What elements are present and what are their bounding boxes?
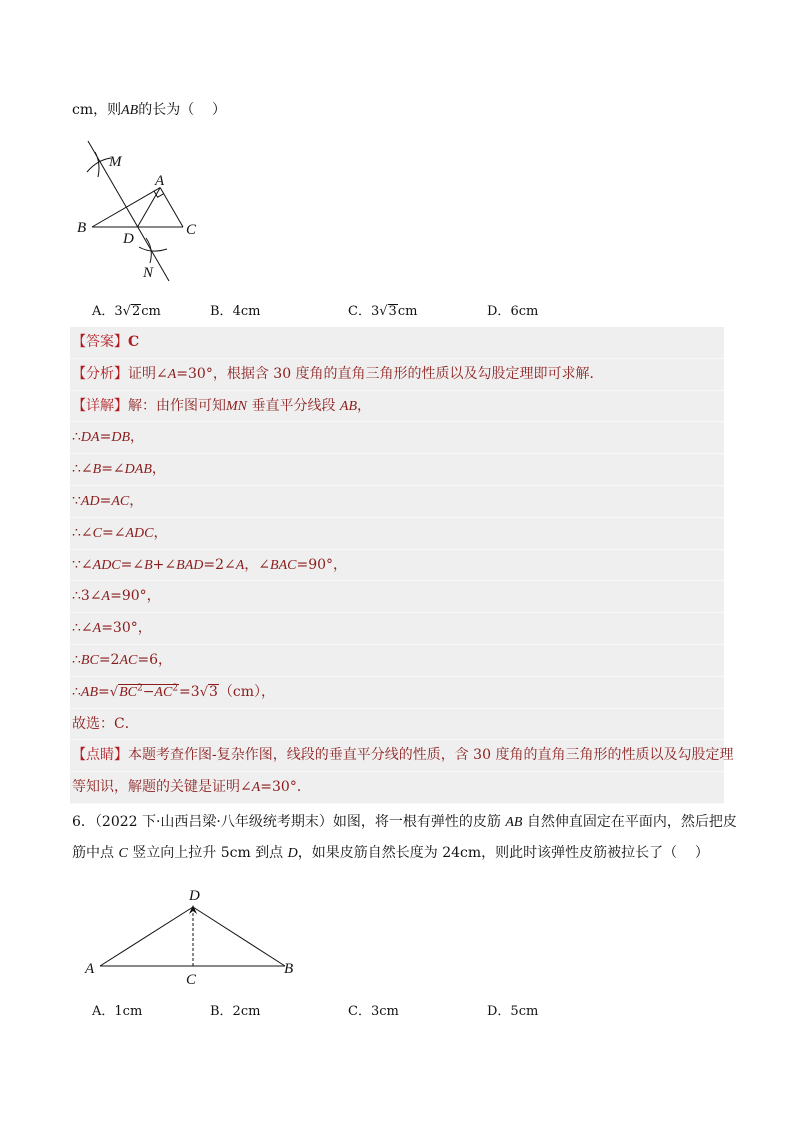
text-run: 等知识，解题的关键是证明∠ [72, 779, 252, 796]
option-unit: cm [397, 304, 418, 319]
option-text: 6cm [510, 304, 539, 319]
math-variable: BAD [176, 557, 204, 573]
exponent: 2 [172, 683, 179, 694]
figure-elastic-band [80, 880, 310, 990]
text-run: +∠ [152, 556, 177, 573]
math-variable: C [118, 846, 128, 861]
text-run: =∠ [120, 556, 145, 573]
math-variable: AC [154, 684, 173, 700]
text-run: − [142, 683, 155, 700]
math-variable: A [101, 589, 111, 605]
figure-perpendicular-bisector [70, 130, 210, 290]
segment-da [138, 188, 161, 227]
text-run: 证明∠ [128, 365, 168, 382]
text-run: =2 [98, 651, 120, 668]
text-run: =2∠ [203, 556, 236, 573]
answer-label: 【答案】 [72, 334, 128, 350]
text-run: 解：由作图可知 [128, 397, 226, 414]
math-variable: ADC [125, 525, 154, 541]
text-run: ∴ [72, 429, 81, 446]
text-run: ， [130, 429, 144, 446]
text-run: =3 [179, 683, 200, 700]
math-variable: AB [121, 103, 139, 118]
option-coef: 3 [370, 304, 380, 319]
option-a: A．1cm [92, 1004, 143, 1019]
text-run: ， [129, 492, 144, 509]
step-row [70, 550, 724, 582]
option-b: B．2cm [210, 1004, 261, 1019]
root-sign: √ [122, 304, 131, 319]
option-letter: C． [348, 304, 371, 319]
math-variable: A [167, 366, 177, 382]
step-row [70, 645, 724, 677]
line-mn [88, 141, 169, 281]
option-radicand: 2 [131, 304, 141, 319]
text-run: ∴3∠ [72, 588, 102, 605]
comment-text: 本题考查作图-复杂作图，线段的垂直平分线的性质，含 30 度角的直角三角形的性质以及勾股定理 [128, 747, 734, 764]
detail-text [128, 398, 371, 414]
label-d: D [123, 231, 134, 247]
step-row [70, 486, 724, 518]
step-row [70, 518, 724, 550]
question-5-stem-tail [72, 100, 226, 121]
label-c: C [186, 972, 197, 988]
detail-row [70, 391, 724, 423]
math-variable: A [92, 621, 102, 637]
text-run: 垂直平分线段 [247, 397, 340, 414]
text-run: =30°． [260, 779, 311, 796]
segment-db [193, 907, 285, 966]
math-variable: AB [339, 398, 358, 414]
text-run: ∵∠ [72, 556, 93, 573]
math-variable: ADC [92, 557, 121, 573]
radicand: 3 [208, 683, 218, 700]
option-d: D．5cm [487, 1004, 539, 1019]
math-variable: A [235, 557, 245, 573]
option-radicand: 3 [388, 304, 397, 319]
label-b: B [77, 220, 87, 236]
math-variable: AD [80, 493, 100, 509]
label-m: M [109, 154, 122, 170]
math-variable: AC [111, 493, 130, 509]
math-variable: DA [80, 430, 100, 446]
root-sign: √ [199, 684, 208, 700]
label-b: B [284, 961, 294, 977]
step-row [70, 454, 724, 486]
option-unit: cm [141, 304, 161, 319]
text-run: =90°， [110, 588, 161, 605]
math-variable: BC [119, 684, 137, 700]
math-variable: AB [80, 684, 99, 700]
text-run: =30°， [101, 620, 152, 637]
text-run: ∴∠ [72, 620, 93, 637]
option-a [92, 303, 161, 321]
text-run: 竖立向上拉升 5cm 到点 [127, 845, 288, 861]
question-6-stem-line-2 [72, 843, 709, 864]
text-run: （cm）， [218, 683, 276, 700]
option-letter: D． [487, 304, 511, 319]
comment-row-continued [70, 772, 724, 804]
text-run: = [99, 429, 112, 446]
option-b [210, 303, 260, 321]
math-variable: AC [119, 652, 138, 668]
text-run: = [98, 683, 110, 700]
text-run: 自然伸直固定在平面内，然后把皮 [522, 814, 737, 830]
text-run: ，如果皮筋自然长度为 24cm，则此时该弹性皮筋被拉长了（ ） [297, 845, 709, 861]
math-variable: BC [80, 652, 99, 668]
option-d [487, 303, 538, 321]
text-run: ∵ [72, 492, 81, 509]
math-variable: A [251, 780, 261, 796]
detail-label: 【详解】 [72, 397, 128, 414]
text-run: =90°， [296, 556, 348, 573]
text-run: ∴∠ [72, 461, 93, 478]
construction-arc-n-1 [139, 247, 167, 251]
text-run: ， [151, 461, 166, 478]
step-row [70, 613, 724, 645]
label-c: C [186, 222, 197, 238]
option-coef: 3 [114, 304, 123, 319]
segment-ad [100, 907, 193, 966]
text-run: ， [153, 524, 168, 541]
exponent: 2 [136, 683, 143, 694]
option-c [348, 303, 417, 321]
math-variable: B [144, 557, 153, 573]
math-variable: MN [226, 398, 247, 414]
root-sign: √ [379, 304, 388, 319]
label-d: D [189, 888, 200, 904]
option-c: C．3cm [348, 1004, 399, 1019]
label-n: N [143, 265, 154, 281]
option-text: 4cm [232, 304, 261, 319]
option-letter: A． [92, 304, 115, 319]
math-variable: BAC [270, 557, 297, 573]
answer-value: C [128, 334, 140, 350]
text-run: cm，则 [72, 102, 122, 118]
text-run: =30°，根据含 30 度角的直角三角形的性质以及勾股定理即可求解． [176, 365, 604, 382]
answer-row [70, 327, 724, 359]
radicand [118, 684, 179, 700]
math-variable: D [287, 846, 298, 861]
step-row-ab [70, 677, 724, 709]
solution-box [70, 327, 734, 804]
choice-row: 故选：C． [70, 709, 724, 741]
math-variable: DB [111, 430, 130, 446]
text-run: =∠ [101, 524, 126, 541]
label-a: A [85, 961, 95, 977]
text-run: 的长为（ ） [138, 102, 227, 118]
arrowhead-icon [189, 905, 197, 914]
comment-row [70, 740, 734, 772]
step-row [70, 581, 724, 613]
math-variable: B [92, 462, 102, 478]
math-variable: DAB [124, 462, 152, 478]
analysis-label: 【分析】 [72, 365, 128, 382]
text-run: =∠ [101, 461, 125, 478]
root-sign: √ [109, 684, 119, 700]
text-run: 6．（2022 下·山西吕梁·八年级统考期末）如图，将一根有弹性的皮筋 [72, 814, 506, 830]
step-row [70, 422, 724, 454]
text-run: ∴ [72, 651, 81, 668]
analysis-row [70, 359, 724, 391]
math-variable: C [92, 525, 102, 541]
comment-label: 【点睛】 [72, 747, 128, 764]
text-run: =6， [137, 651, 172, 668]
label-a: A [155, 173, 165, 189]
question-6-stem-line-1 [72, 812, 737, 833]
option-letter: B． [210, 304, 233, 319]
text-run: 筋中点 [72, 845, 119, 861]
text-run: ， [357, 397, 372, 414]
text-run: = [99, 492, 112, 509]
math-variable: AB [505, 815, 523, 830]
text-run: ∴∠ [72, 524, 93, 541]
segment-ac [160, 188, 183, 227]
analysis-text [128, 366, 604, 382]
text-run: ∴ [72, 683, 81, 700]
text-run: ，∠ [244, 556, 271, 573]
